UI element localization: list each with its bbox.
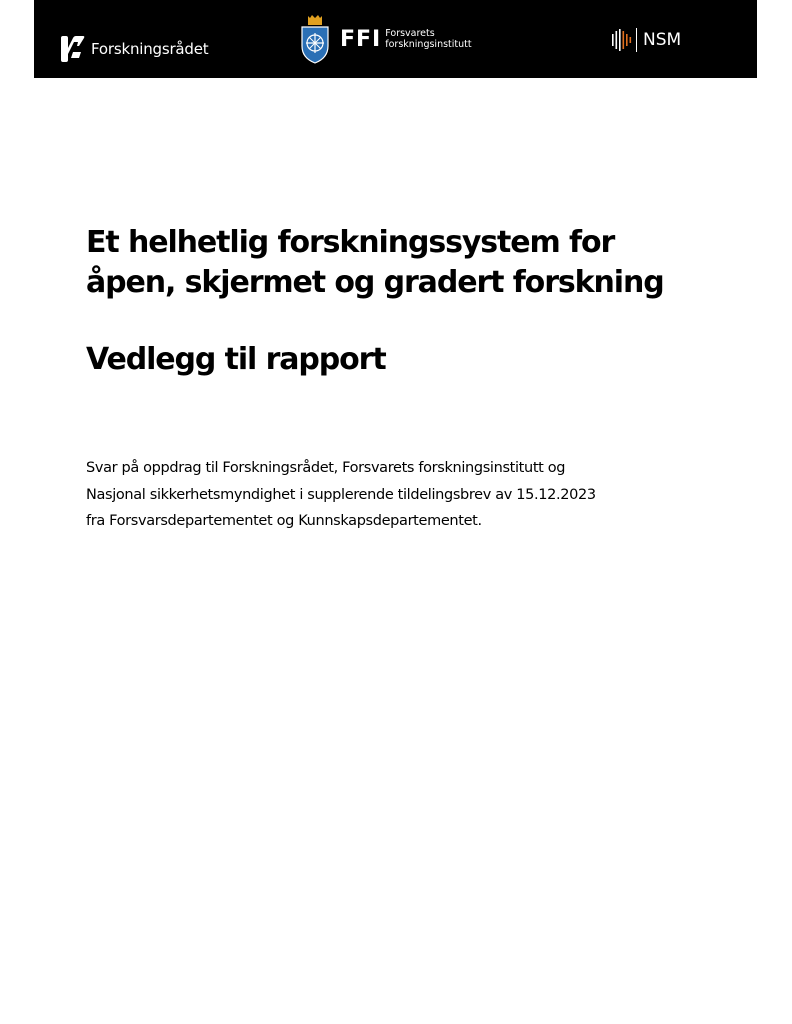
ffi-shield-icon: [300, 14, 330, 64]
nsm-bars-icon: [611, 28, 633, 52]
ffi-logo-abbreviation: FFI: [340, 26, 382, 52]
document-description: [86, 455, 726, 535]
description-line: Svar på oppdrag til Forskningsrådet, Forsvarets forskningsinstitutt og: [86, 460, 566, 476]
document-title-line: åpen, skjermet og gradert forskning: [86, 265, 664, 300]
logo-header-band: [34, 0, 757, 78]
ffi-logo-fullname-line1: Forsvarets: [385, 28, 435, 39]
document-subtitle: Vedlegg til rapport: [86, 342, 386, 377]
nsm-logo-text: NSM: [643, 30, 682, 50]
forskningsradet-logo-text: Forskningsrådet: [91, 40, 209, 58]
description-line: Nasjonal sikkerhetsmyndighet i supplerende tildelingsbrev av 15.12.2023: [86, 486, 596, 503]
description-line: fra Forsvarsdepartementet og Kunnskapsdepartementet.: [86, 513, 482, 529]
forskningsradet-logo: [59, 34, 208, 64]
nsm-logo-separator: [636, 28, 637, 52]
document-title: [86, 223, 726, 303]
document-title-line: Et helhetlig forskningssystem for: [86, 225, 615, 260]
forskningsradet-mark-icon: [59, 34, 87, 64]
nsm-logo: [611, 28, 681, 52]
ffi-logo-fullname: [385, 28, 471, 50]
ffi-logo-fullname-line2: forskningsinstitutt: [385, 39, 472, 50]
ffi-logo: [300, 13, 472, 65]
